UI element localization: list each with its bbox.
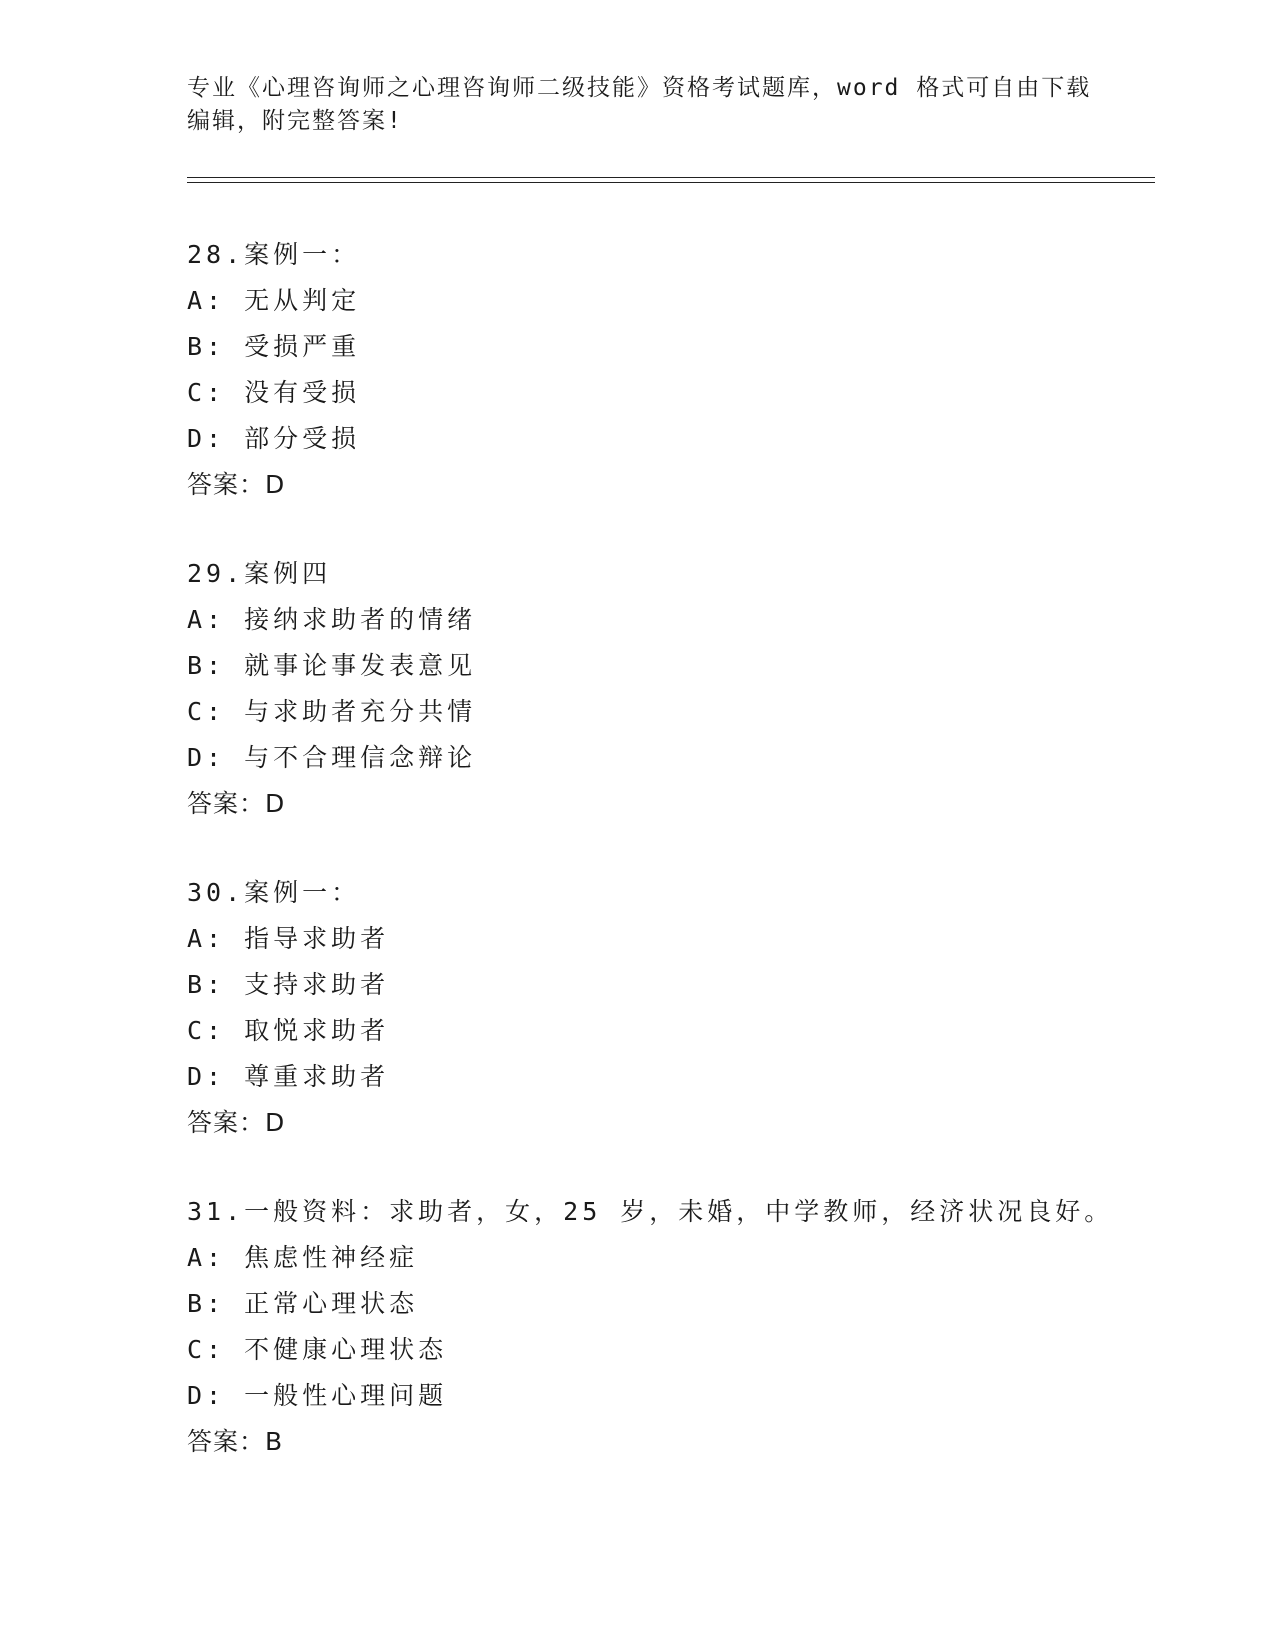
question-stem: 30.案例一： (187, 878, 361, 907)
question-stem: 31.一般资料：求助者，女，25 岁，未婚，中学教师，经济状况良好。 (187, 1197, 1114, 1226)
question-31 (187, 1189, 1147, 1508)
question-28 (187, 232, 1147, 551)
option-c: C: 没有受损 (187, 378, 361, 407)
option-a: A: 焦虑性神经症 (187, 1243, 419, 1272)
document-header (187, 72, 1092, 138)
option-c: C: 不健康心理状态 (187, 1335, 448, 1364)
answer: 答案：D (187, 789, 286, 818)
answer: 答案：D (187, 470, 286, 499)
question-stem: 28.案例一： (187, 240, 361, 269)
option-d: D: 与不合理信念辩论 (187, 743, 477, 772)
question-29 (187, 551, 1147, 870)
question-stem: 29.案例四 (187, 559, 332, 588)
option-d: D: 一般性心理问题 (187, 1381, 448, 1410)
option-b: B: 正常心理状态 (187, 1289, 419, 1318)
question-list (187, 232, 1147, 1508)
option-c: C: 与求助者充分共情 (187, 697, 477, 726)
answer: 答案：D (187, 1108, 286, 1137)
option-c: C: 取悦求助者 (187, 1016, 390, 1045)
header-line-2: 编辑，附完整答案! (187, 108, 403, 134)
option-a: A: 无从判定 (187, 286, 361, 315)
option-a: A: 接纳求助者的情绪 (187, 605, 477, 634)
header-divider-bottom (187, 182, 1155, 183)
question-30 (187, 870, 1147, 1189)
answer: 答案：B (187, 1427, 284, 1456)
option-b: B: 受损严重 (187, 332, 361, 361)
header-line-1: 专业《心理咨询师之心理咨询师二级技能》资格考试题库，word 格式可自由下载 (187, 75, 1092, 101)
option-d: D: 尊重求助者 (187, 1062, 390, 1091)
option-a: A: 指导求助者 (187, 924, 390, 953)
option-b: B: 就事论事发表意见 (187, 651, 477, 680)
option-b: B: 支持求助者 (187, 970, 390, 999)
header-divider-top (187, 177, 1155, 178)
option-d: D: 部分受损 (187, 424, 361, 453)
